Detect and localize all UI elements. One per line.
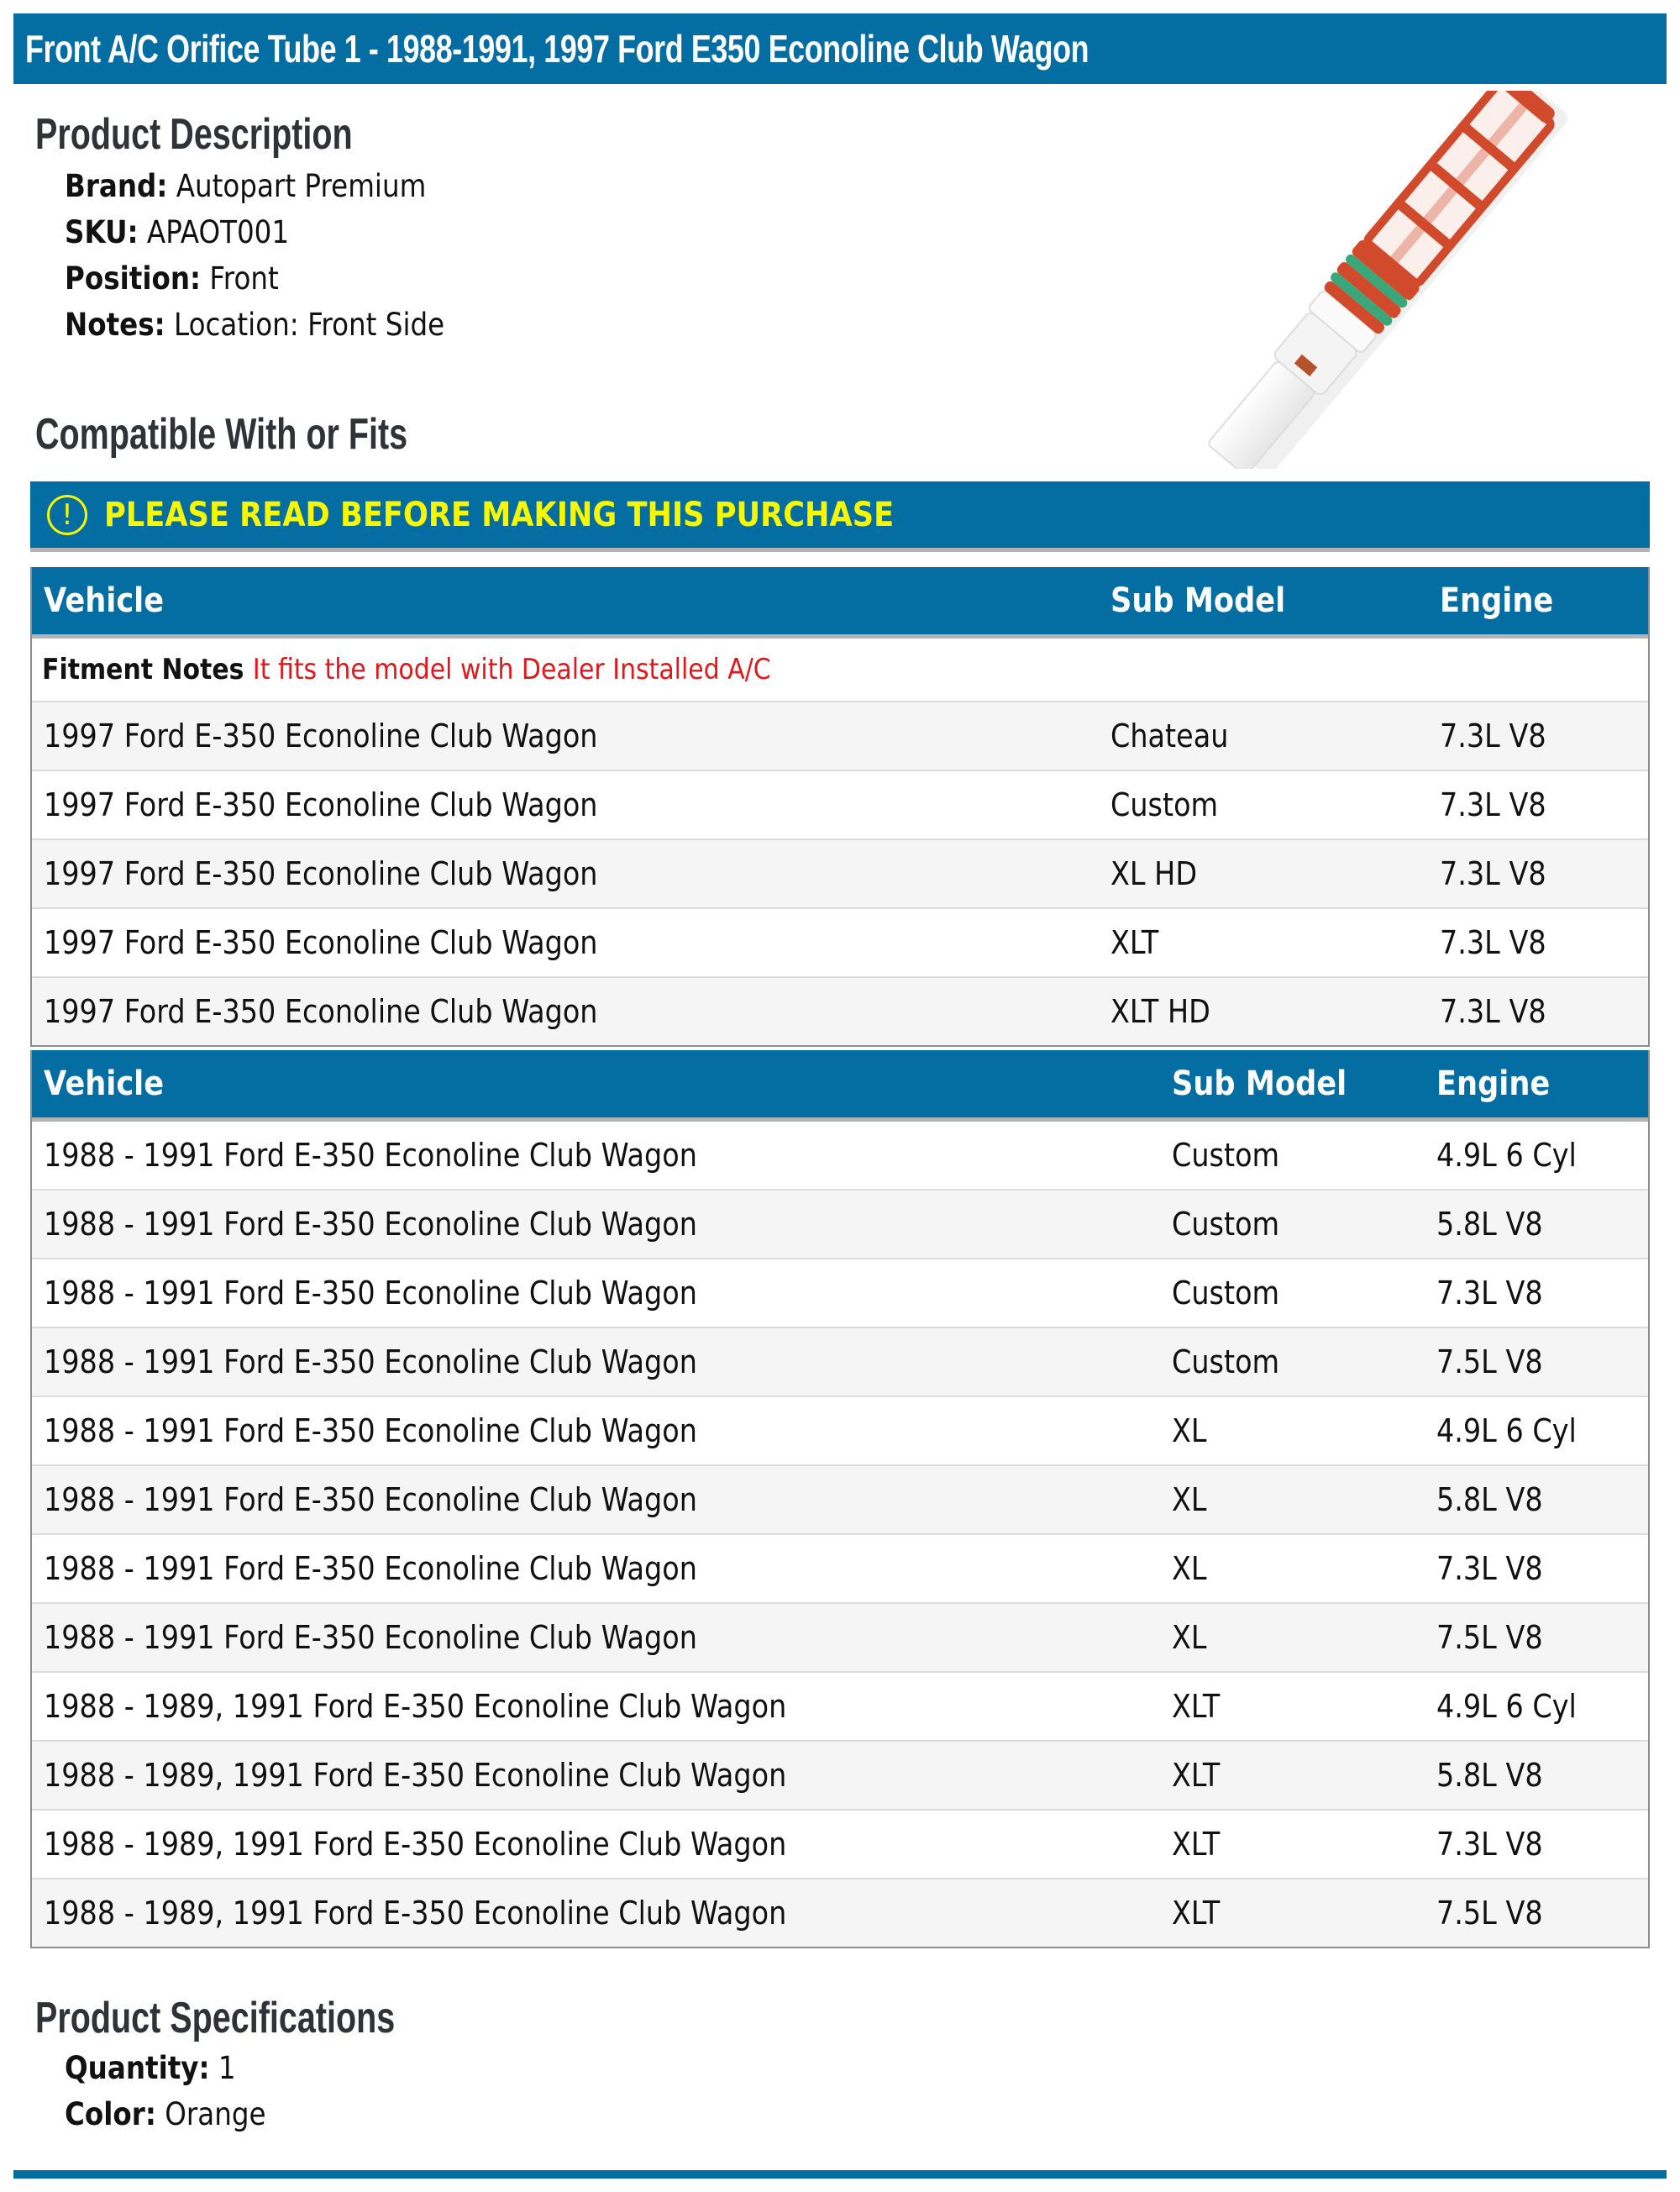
engine-cell: 7.5L V8: [1436, 1619, 1543, 1656]
vehicle-cell: 1988 - 1989, 1991 Ford E-350 Econoline Club Wagon: [44, 1826, 787, 1863]
engine-cell: 7.3L V8: [1436, 1826, 1543, 1863]
product-specifications-heading: Product Specifications: [35, 1994, 396, 2042]
column-header-vehicle: Vehicle: [44, 581, 165, 620]
page-title: Front A/C Orifice Tube 1 - 1988-1991, 1997 Ford E350 Econoline Club Wagon: [25, 27, 1089, 71]
vehicle-cell: 1997 Ford E-350 Econoline Club Wagon: [44, 924, 598, 961]
color-value: Orange: [165, 2096, 266, 2132]
engine-cell: 7.3L V8: [1436, 1550, 1543, 1587]
sub-model-cell: XL HD: [1110, 855, 1198, 892]
table-row: [32, 1258, 1648, 1327]
position-label: Position:: [65, 260, 202, 297]
engine-cell: 5.8L V8: [1436, 1757, 1543, 1794]
sub-model-cell: XL: [1172, 1619, 1207, 1656]
vehicle-cell: 1988 - 1991 Ford E-350 Econoline Club Wagon: [44, 1412, 697, 1449]
sub-model-cell: XL: [1172, 1550, 1207, 1587]
color-field: [65, 2096, 266, 2132]
sub-model-cell: Custom: [1172, 1137, 1280, 1174]
sub-model-cell: XLT: [1172, 1757, 1221, 1794]
sub-model-cell: Custom: [1172, 1343, 1280, 1380]
sub-model-cell: XLT: [1172, 1895, 1221, 1932]
fitment-notes-label: Fitment Notes: [42, 653, 244, 686]
fitment-table-1988-1991: [30, 1050, 1650, 1948]
vehicle-cell: 1988 - 1989, 1991 Ford E-350 Econoline Club Wagon: [44, 1895, 787, 1932]
sku-label: SKU:: [65, 214, 139, 250]
position-field: [65, 260, 279, 297]
table-row: [32, 907, 1648, 976]
table-header: [32, 567, 1648, 639]
engine-cell: 5.8L V8: [1436, 1481, 1543, 1518]
sku-value: APAOT001: [146, 214, 290, 250]
vehicle-cell: 1988 - 1991 Ford E-350 Econoline Club Wagon: [44, 1137, 697, 1174]
engine-cell: 7.3L V8: [1440, 855, 1546, 892]
table-header: [32, 1050, 1648, 1122]
fitment-notes-text: It fits the model with Dealer Installed A/C: [252, 653, 771, 686]
product-image: [1126, 91, 1630, 469]
vehicle-cell: 1988 - 1989, 1991 Ford E-350 Econoline Club Wagon: [44, 1757, 787, 1794]
table-row: [32, 1396, 1648, 1464]
brand-value: Autopart Premium: [176, 168, 427, 204]
table-row: [32, 701, 1648, 770]
vehicle-cell: 1988 - 1989, 1991 Ford E-350 Econoline Club Wagon: [44, 1688, 787, 1725]
table-row: [32, 1533, 1648, 1602]
table-row: [32, 1602, 1648, 1671]
table-row: [32, 976, 1648, 1045]
fitment-table-1997: [30, 567, 1650, 1047]
brand-label: Brand:: [65, 168, 168, 204]
orifice-tube-icon: [1126, 91, 1630, 469]
page-title-bar: [13, 13, 1667, 84]
engine-cell: 7.5L V8: [1436, 1343, 1543, 1380]
vehicle-cell: 1988 - 1991 Ford E-350 Econoline Club Wagon: [44, 1206, 697, 1243]
sub-model-cell: XL: [1172, 1412, 1207, 1449]
quantity-field: [65, 2050, 236, 2086]
sub-model-cell: Chateau: [1110, 718, 1229, 754]
engine-cell: 4.9L 6 Cyl: [1436, 1688, 1577, 1725]
table-row: [32, 838, 1648, 907]
vehicle-cell: 1988 - 1991 Ford E-350 Econoline Club Wagon: [44, 1481, 697, 1518]
engine-cell: 4.9L 6 Cyl: [1436, 1137, 1577, 1174]
engine-cell: 7.5L V8: [1436, 1895, 1543, 1932]
column-header-sub-model: Sub Model: [1172, 1064, 1347, 1103]
purchase-warning-text: PLEASE READ BEFORE MAKING THIS PURCHASE: [104, 495, 895, 534]
table-row: [32, 1464, 1648, 1533]
column-header-vehicle: Vehicle: [44, 1064, 165, 1103]
engine-cell: 7.3L V8: [1440, 993, 1546, 1030]
brand-field: [65, 168, 426, 204]
notes-label: Notes:: [65, 307, 165, 343]
product-description-heading: Product Description: [35, 110, 353, 159]
table-row: [32, 1878, 1648, 1947]
exclamation-circle-icon: !: [47, 495, 87, 535]
engine-cell: 7.3L V8: [1436, 1275, 1543, 1312]
sub-model-cell: Custom: [1110, 786, 1219, 823]
column-header-engine: Engine: [1440, 581, 1554, 620]
table-row: [32, 1809, 1648, 1878]
table-row: [32, 770, 1648, 838]
sku-field: [65, 214, 289, 250]
vehicle-cell: 1997 Ford E-350 Econoline Club Wagon: [44, 718, 598, 754]
vehicle-cell: 1997 Ford E-350 Econoline Club Wagon: [44, 855, 598, 892]
engine-cell: 7.3L V8: [1440, 924, 1546, 961]
table-row: [32, 1671, 1648, 1740]
engine-cell: 5.8L V8: [1436, 1206, 1543, 1243]
engine-cell: 7.3L V8: [1440, 718, 1546, 754]
table-row: [32, 1122, 1648, 1189]
notes-value: Location: Front Side: [174, 307, 445, 343]
engine-cell: 4.9L 6 Cyl: [1436, 1412, 1577, 1449]
sub-model-cell: XLT: [1172, 1688, 1221, 1725]
sub-model-cell: XLT HD: [1110, 993, 1210, 1030]
sub-model-cell: Custom: [1172, 1206, 1280, 1243]
vehicle-cell: 1988 - 1991 Ford E-350 Econoline Club Wagon: [44, 1343, 697, 1380]
sub-model-cell: XLT: [1110, 924, 1159, 961]
table-row: [32, 1189, 1648, 1258]
sub-model-cell: XL: [1172, 1481, 1207, 1518]
table-row: [32, 1327, 1648, 1396]
sub-model-cell: XLT: [1172, 1826, 1221, 1863]
footer-divider: [13, 2170, 1667, 2179]
quantity-label: Quantity:: [65, 2050, 210, 2086]
position-value: Front: [209, 260, 279, 297]
vehicle-cell: 1988 - 1991 Ford E-350 Econoline Club Wagon: [44, 1619, 697, 1656]
compatible-heading: Compatible With or Fits: [35, 410, 408, 459]
column-header-sub-model: Sub Model: [1110, 581, 1286, 620]
vehicle-cell: 1997 Ford E-350 Econoline Club Wagon: [44, 786, 598, 823]
vehicle-cell: 1988 - 1991 Ford E-350 Econoline Club Wagon: [44, 1550, 697, 1587]
engine-cell: 7.3L V8: [1440, 786, 1546, 823]
table-row: [32, 1740, 1648, 1809]
column-header-engine: Engine: [1436, 1064, 1551, 1103]
vehicle-cell: 1997 Ford E-350 Econoline Club Wagon: [44, 993, 598, 1030]
fitment-notes-row: [32, 639, 1648, 701]
notes-field: [65, 307, 444, 343]
quantity-value: 1: [218, 2050, 236, 2086]
sub-model-cell: Custom: [1172, 1275, 1280, 1312]
vehicle-cell: 1988 - 1991 Ford E-350 Econoline Club Wagon: [44, 1275, 697, 1312]
color-label: Color:: [65, 2096, 156, 2132]
purchase-warning-banner: [30, 481, 1650, 552]
